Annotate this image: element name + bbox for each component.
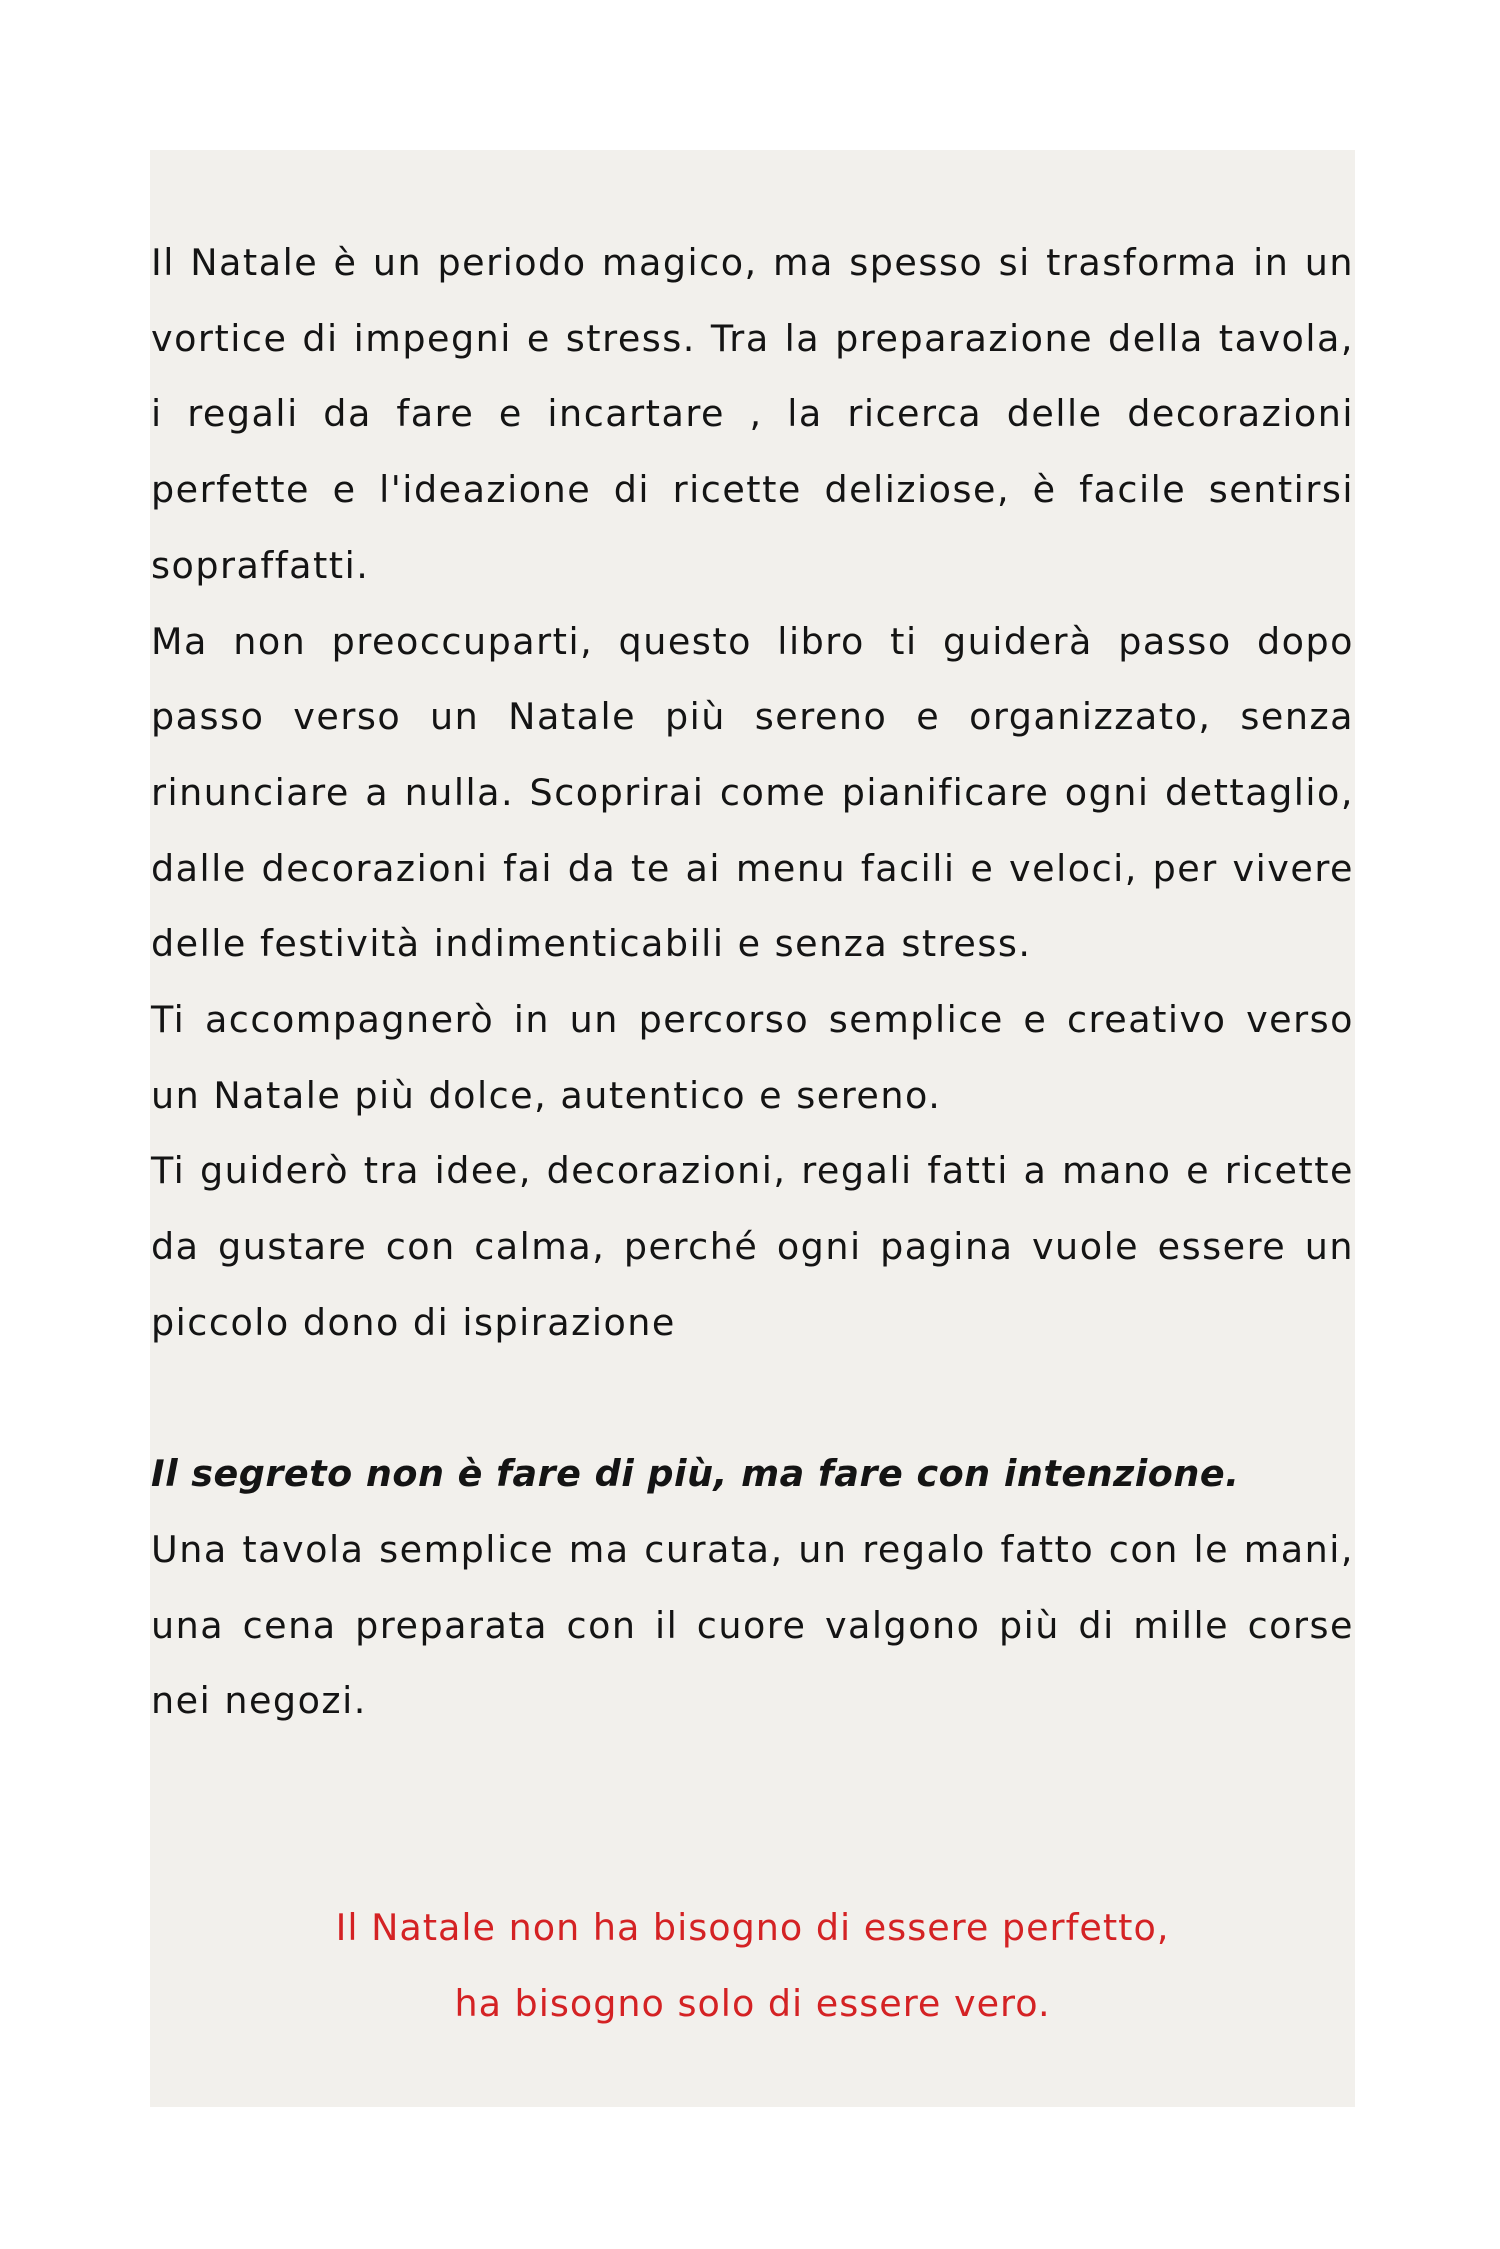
paragraph-ideas: Ti guiderò tra idee, decorazioni, regali fatti a mano e ricette da gustare con calma, perché ogni pagina vuole essere un piccolo dono di ispirazione: [151, 1149, 1354, 1344]
paragraph-intro: Il Natale è un periodo magico, ma spesso si trasforma in un vortice di impegni e stress. Tra la preparazione della tavola, i regali da fare e incartare , la ricerca delle decorazioni perfette e l'ideazione di ricette deliziose, è facile sentirsi sopraffatti.: [151, 241, 1354, 587]
paragraph-guide: Ma non preoccuparti, questo libro ti guiderà passo dopo passo verso un Natale più sereno e organizzato, senza rinunciare a nulla. Scoprirai come pianificare ogni dettaglio, dalle decorazioni fai da te ai menu facili e veloci, per vivere delle festività indimenticabili e senza stress.: [151, 619, 1354, 966]
paragraph-spacer: [151, 1361, 1354, 1437]
paragraph-closing: Una tavola semplice ma curata, un regalo fatto con le mani, una cena preparata con il cuore valgono più di mille corse nei negozi.: [151, 1527, 1354, 1723]
emphasis-line: Il segreto non è fare di più, ma fare con intenzione.: [151, 1452, 1240, 1496]
closing-quote: [150, 1890, 1355, 2042]
paragraph-journey: Ti accompagnerò in un percorso semplice e creativo verso un Natale più dolce, autentico e sereno.: [151, 998, 1354, 1117]
quote-line-1: Il Natale non ha bisogno di essere perfetto,: [335, 1906, 1170, 1949]
body-text: [151, 225, 1354, 1739]
quote-line-2: ha bisogno solo di essere vero.: [454, 1982, 1051, 2025]
